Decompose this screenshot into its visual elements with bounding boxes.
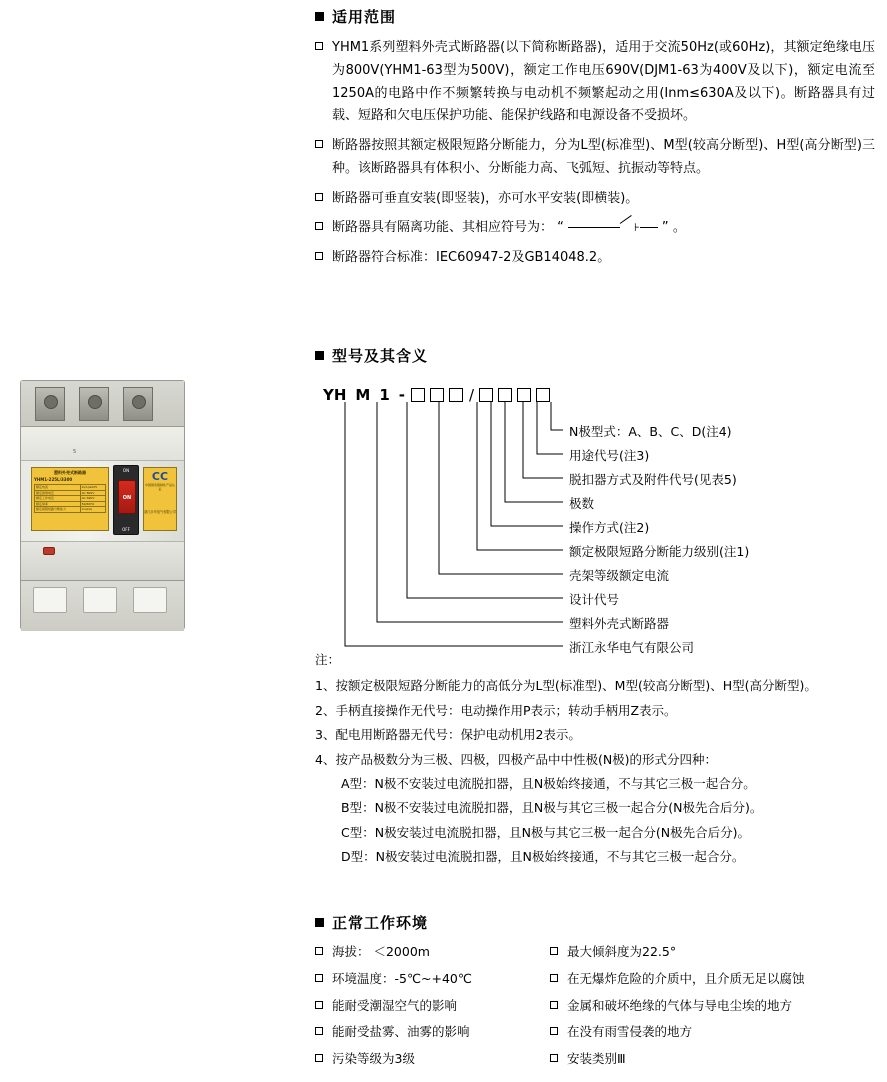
- section-environment-title: 正常工作环境: [332, 914, 429, 932]
- breaker-switch[interactable]: [113, 465, 139, 535]
- list-item: [315, 970, 550, 989]
- legend-item-design-code: 设计代号: [569, 592, 620, 607]
- ccc-mark-icon: CC: [151, 470, 169, 483]
- checkbox-icon: [315, 252, 323, 260]
- list-item: [550, 1050, 875, 1069]
- checkbox-icon: [315, 974, 323, 982]
- breaker-upper-face: [21, 427, 184, 461]
- checkbox-icon: [550, 947, 558, 955]
- legend-item-n-pole-type: N极型式：A、B、C、D(注4): [569, 424, 732, 439]
- switch-handle[interactable]: ON: [118, 480, 136, 514]
- checkbox-icon: [315, 947, 323, 955]
- ccc-mark-sub: 中国国家强制性产品认证: [144, 483, 175, 491]
- terminal-3: [123, 387, 153, 421]
- section-environment-header: [315, 912, 875, 933]
- legend-item-product-type: 塑料外壳式断路器: [569, 616, 670, 631]
- checkbox-icon: [550, 1027, 558, 1035]
- list-item: [315, 188, 875, 211]
- legend-item-release-accessory: 脱扣器方式及附件代号(见表5): [569, 472, 737, 487]
- nameplate-cell: 50/60Hz: [80, 501, 105, 507]
- list-item: [315, 997, 550, 1016]
- section-model: [315, 345, 875, 658]
- nameplate-cell: 额定绝缘电压: [35, 490, 81, 496]
- checkbox-icon: [315, 1001, 323, 1009]
- scope-list: [315, 37, 875, 270]
- list-item: [315, 1023, 550, 1042]
- env-item-text: 金属和破坏绝缘的气体与导电尘埃的地方: [567, 997, 793, 1013]
- checkbox-icon: [315, 140, 323, 148]
- note-sub-line: C型：N极安装过电流脱扣器，且N极与其它三极一起合分(N极先合后分)。: [341, 824, 751, 840]
- code-slash: /: [469, 386, 475, 404]
- checkbox-icon: [315, 193, 323, 201]
- legend-item-breaking-capacity: 额定极限短路分断能力级别(注1): [569, 544, 750, 559]
- model-designation-diagram: [315, 378, 875, 658]
- nameplate-cell: AC 800V: [80, 490, 105, 496]
- note-line: 1、按额定极限短路分断能力的高低分为L型(标准型)、M型(较高分断型)、H型(高分断型)。: [315, 678, 817, 694]
- checkbox-icon: [315, 1054, 323, 1062]
- breaker-base: [21, 581, 184, 631]
- nameplate-title: 塑料外壳式断路器: [54, 470, 86, 475]
- section-scope: [315, 6, 875, 277]
- section-scope-header: [315, 6, 875, 27]
- env-item-text: 污染等级为3级: [332, 1051, 415, 1066]
- legend-item-poles: 极数: [569, 496, 595, 511]
- env-item-text: 在没有雨雪侵袭的地方: [567, 1024, 693, 1040]
- env-item-text: 环境温度：-5℃~+40℃: [332, 970, 472, 986]
- legend-item-usage-code: 用途代号(注3): [569, 448, 650, 463]
- env-item-text: 能耐受潮湿空气的影响: [332, 997, 458, 1013]
- nameplate-table: [34, 484, 106, 513]
- terminal-1: [35, 387, 65, 421]
- scope-item-suffix: 。: [672, 220, 686, 236]
- nameplate-cell: In(A)≤225: [80, 485, 105, 491]
- env-item-text: 能耐受盐雾、油雾的影响: [332, 1024, 470, 1040]
- section-environment: [315, 912, 875, 1077]
- square-bullet-icon: [315, 351, 324, 360]
- env-item-text: 海拔： ＜2000m: [332, 944, 430, 959]
- scope-item-text: 断路器具有隔离功能、其相应符号为：: [332, 220, 554, 236]
- certification-plate: [143, 467, 177, 531]
- section-model-title: 型号及其含义: [332, 347, 429, 365]
- list-item: [315, 1050, 550, 1069]
- env-item-text: 在无爆炸危险的介质中，且介质无足以腐蚀: [567, 970, 805, 986]
- scope-item-text: 断路器可垂直安装(即竖装)，亦可水平安装(即横装)。: [332, 190, 639, 206]
- screw-icon: [132, 395, 146, 409]
- nameplate-cell: Icu(kA): [80, 507, 105, 513]
- code-char-yh: YH: [323, 386, 347, 404]
- list-item: [550, 1023, 875, 1042]
- reset-button[interactable]: [43, 547, 55, 555]
- environment-grid: [315, 943, 875, 1077]
- checkbox-icon: [550, 1001, 558, 1009]
- checkbox-icon: [550, 974, 558, 982]
- code-char-1: 1: [379, 386, 390, 404]
- screw-icon: [88, 395, 102, 409]
- product-photo: [8, 370, 198, 640]
- notes-title: 注：: [315, 652, 341, 667]
- note-sub-line: B型：N极不安装过电流脱扣器，且N极与其它三极一起合分(N极先合后分)。: [341, 800, 763, 816]
- scope-item-text: 断路器符合标准：IEC60947-2及GB14048.2。: [332, 250, 611, 265]
- nameplate-cell: AC 690V: [80, 496, 105, 502]
- pole-marker-5: 5: [73, 449, 77, 455]
- list-item: [550, 943, 875, 962]
- nameplate-cell: 额定电流: [35, 485, 81, 491]
- legend-item-operation-mode: 操作方式(注2): [569, 520, 650, 535]
- square-bullet-icon: [315, 918, 324, 927]
- isolation-symbol-icon: ⊦: [568, 218, 658, 237]
- list-item: [315, 943, 550, 962]
- checkbox-icon: [315, 42, 323, 50]
- nameplate-cell: 额定频率: [35, 501, 81, 507]
- list-item: [315, 37, 875, 128]
- checkbox-icon: [315, 222, 323, 230]
- note-sub-line: A型：N极不安装过电流脱扣器，且N极始终接通，不与其它三极一起合分。: [341, 775, 756, 791]
- legend-item-frame-rated-current: 壳架等级额定电流: [569, 568, 670, 583]
- env-item-text: 安装类别Ⅲ: [567, 1051, 626, 1066]
- code-dash: -: [398, 386, 406, 404]
- brand-label: 浙江永华电气有限公司: [144, 510, 176, 514]
- code-char-m: M: [355, 386, 371, 404]
- note-sub-line: D型：N极安装过电流脱扣器，且N极始终接通，不与其它三极一起合分。: [341, 849, 745, 864]
- environment-column-right: [550, 943, 875, 1077]
- nameplate-model: YHM1-225L/3300: [34, 477, 73, 482]
- note-line: 4、按产品极数分为三极、四极，四极产品中中性极(N极)的形式分四种：: [315, 751, 718, 767]
- env-item-text: 最大倾斜度为22.5°: [567, 944, 677, 959]
- switch-on-label: ON: [122, 468, 130, 473]
- screw-icon: [44, 395, 58, 409]
- list-item: [550, 997, 875, 1016]
- base-slot-2: [83, 587, 117, 613]
- note-line: 3、配电用断路器无代号：保护电动机用2表示。: [315, 727, 581, 743]
- breaker-top-band: [21, 381, 184, 427]
- environment-column-left: [315, 943, 550, 1077]
- terminal-2: [79, 387, 109, 421]
- circuit-breaker-body: [20, 380, 185, 630]
- base-slot-1: [33, 587, 67, 613]
- note-line: 2、手柄直接操作无代号：电动操作用P表示；转动手柄用Z表示。: [315, 702, 677, 718]
- list-item: [550, 970, 875, 989]
- section-model-header: [315, 345, 875, 366]
- list-item: 断路器具有隔离功能、其相应符号为： “ ⊦ ” 。: [315, 217, 875, 240]
- checkbox-icon: [550, 1054, 558, 1062]
- nameplate-cell: 额定工作电压: [35, 496, 81, 502]
- switch-off-label: OFF: [122, 527, 130, 532]
- section-scope-title: 适用范围: [332, 8, 397, 26]
- list-item: [315, 135, 875, 181]
- legend-item-manufacturer: 浙江永华电气有限公司: [569, 640, 695, 655]
- base-slot-3: [133, 587, 167, 613]
- list-item: [315, 247, 875, 270]
- model-notes: [315, 648, 875, 869]
- square-bullet-icon: [315, 12, 324, 21]
- scope-item-text: 断路器按照其额定极限短路分断能力，分为L型(标准型)、M型(较高分断型)、H型(高分断型)三种。该断路器具有体积小、分断能力高、飞弧短、抗振动等特点。: [332, 138, 875, 176]
- checkbox-icon: [315, 1027, 323, 1035]
- nameplate: [31, 467, 109, 531]
- scope-item-text: YHM1系列塑料外壳式断路器(以下简称断路器)，适用于交流50Hz(或60Hz)，其额定绝缘电压为800V(YHM1-63型为500V)，额定工作电压690V(DJM1-63为400V及以下)，额定电流至1250A的电路中作不频繁转换与电动机不频繁起动之用(Inm≤630A及以下)。断路器具有过载、短路和欠电压保护功能、能保护线路和电源设备不受损坏。: [332, 40, 875, 124]
- nameplate-cell: 额定极限短路分断能力: [35, 507, 81, 513]
